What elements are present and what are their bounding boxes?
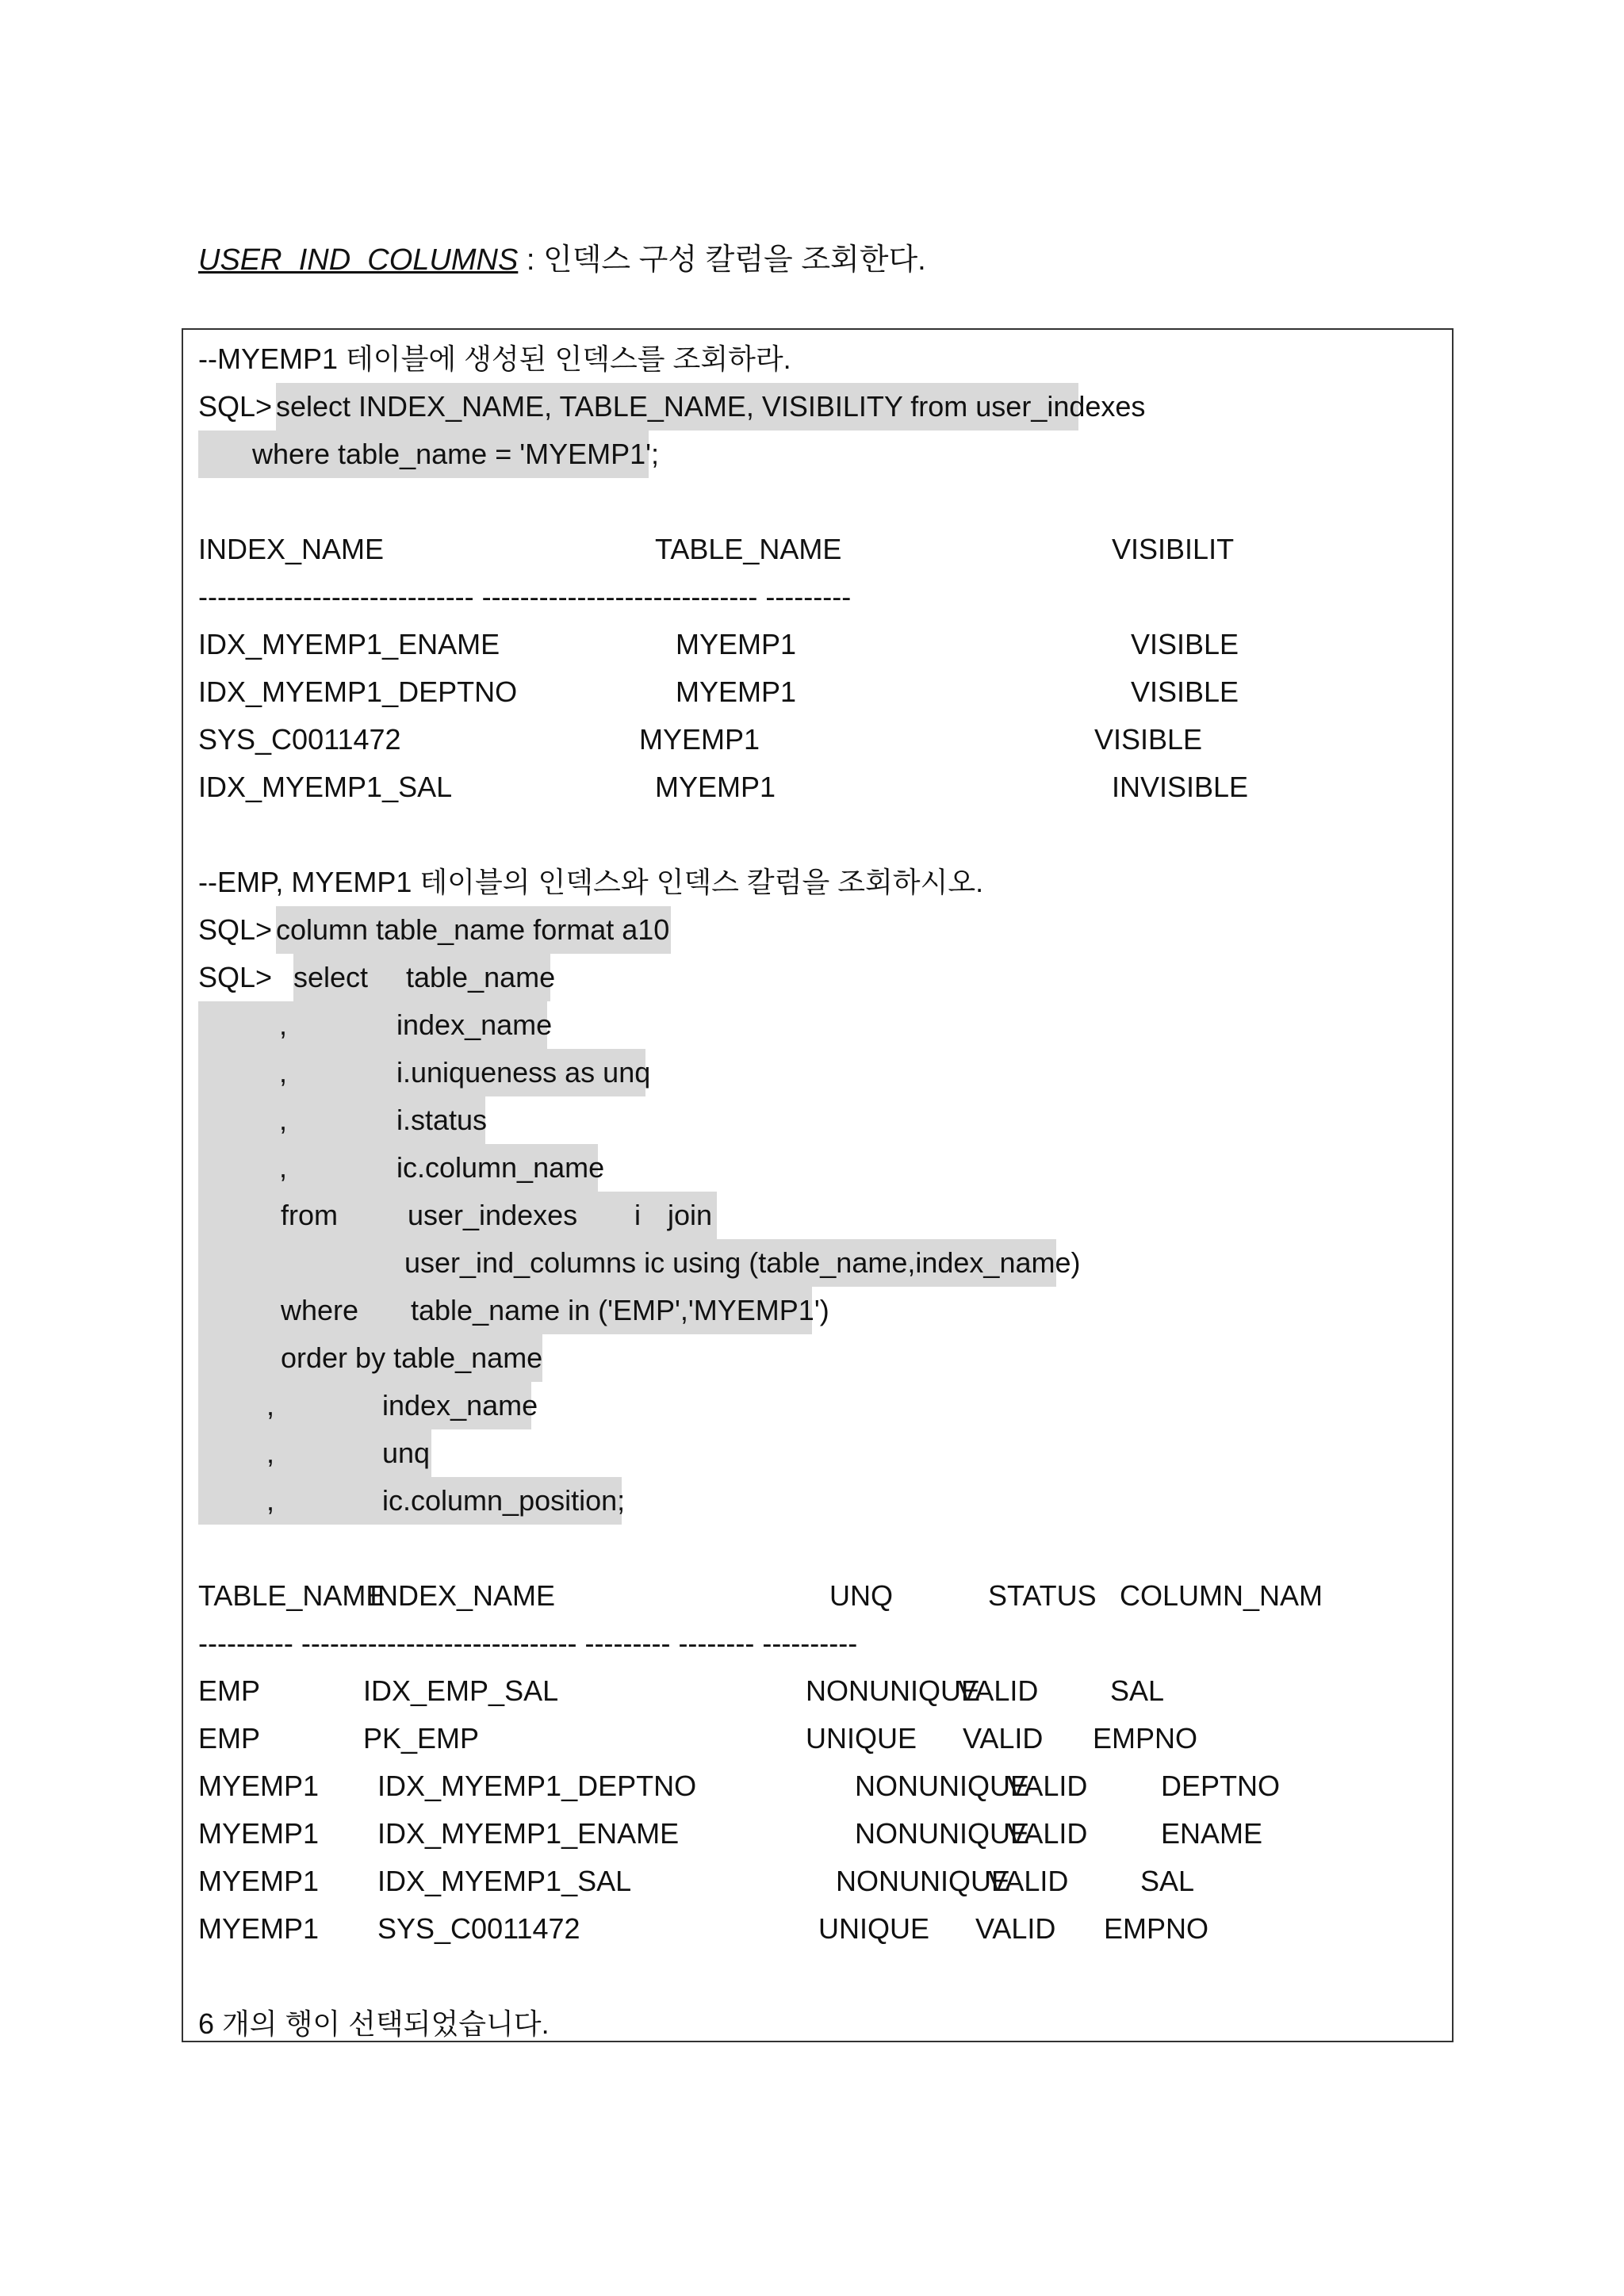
table-cell: MYEMP1 (655, 771, 776, 803)
table-cell: MYEMP1 (198, 1865, 320, 1897)
table-cell: VALID (988, 1865, 1069, 1897)
table-cell: IDX_MYEMP1_ENAME (377, 1817, 680, 1850)
rows-selected-message: 6 개의 행이 선택되었습니다. (198, 2007, 550, 2040)
table-cell: VISIBLE (1131, 675, 1239, 708)
table-cell: MYEMP1 (676, 628, 797, 660)
table-cell: DEPTNO (1161, 1770, 1281, 1802)
table-cell: NONUNIQUE (855, 1817, 1030, 1850)
table-cell: NONUNIQUE (806, 1674, 981, 1707)
table-cell: PK_EMP (363, 1722, 480, 1755)
comment-line: --MYEMP1 테이블에 생성된 인덱스를 조회하라. (198, 342, 791, 375)
section-heading (198, 236, 926, 284)
sql-prompt: SQL> (198, 961, 273, 993)
sql-text: select INDEX_NAME, TABLE_NAME, VISIBILITY from user_indexes (276, 390, 1146, 423)
table-cell: VALID (1007, 1817, 1088, 1850)
sql-comma: , (279, 1056, 288, 1089)
table-cell: VALID (963, 1722, 1044, 1755)
table-cell: VISIBLE (1094, 723, 1203, 756)
table-cell: MYEMP1 (639, 723, 760, 756)
table-cell: EMPNO (1093, 1722, 1198, 1755)
table-cell: MYEMP1 (198, 1770, 320, 1802)
table-cell: IDX_MYEMP1_DEPTNO (198, 675, 518, 708)
table-cell: EMP (198, 1674, 261, 1707)
table-cell: IDX_MYEMP1_SAL (198, 771, 453, 803)
sql-keyword: where (281, 1294, 359, 1326)
sql-text: i (634, 1199, 641, 1231)
table-cell: IDX_EMP_SAL (363, 1674, 559, 1707)
column-header: INDEX_NAME (198, 533, 385, 565)
column-header: VISIBILIT (1112, 533, 1235, 565)
table-cell: VALID (975, 1912, 1056, 1945)
table-cell: SAL (1110, 1674, 1165, 1707)
separator-line: ----------------------------- ----------------------------- --------- (198, 580, 852, 613)
sql-text: where table_name = 'MYEMP1'; (252, 438, 659, 470)
separator-line: ---------- ----------------------------- --------- -------- ---------- (198, 1627, 858, 1659)
column-header: STATUS (988, 1579, 1097, 1612)
sql-keyword: join (668, 1199, 713, 1231)
sql-text: ic.column_position; (382, 1484, 626, 1517)
column-header: INDEX_NAME (370, 1579, 556, 1612)
sql-prompt: SQL> (198, 913, 273, 946)
column-header: UNQ (829, 1579, 893, 1612)
table-cell: INVISIBLE (1112, 771, 1249, 803)
table-cell: SAL (1140, 1865, 1195, 1897)
table-cell: MYEMP1 (198, 1912, 320, 1945)
sql-text: index_name (396, 1008, 553, 1041)
table-cell: MYEMP1 (676, 675, 797, 708)
sql-keyword: from (281, 1199, 338, 1231)
table-cell: IDX_MYEMP1_DEPTNO (377, 1770, 697, 1802)
table-cell: SYS_C0011472 (198, 723, 401, 756)
heading-description: : 인덱스 구성 칼럼을 조회한다. (518, 243, 926, 277)
sql-prompt: SQL> (198, 390, 273, 423)
table-cell: EMPNO (1104, 1912, 1209, 1945)
column-header: TABLE_NAME (655, 533, 842, 565)
sql-comma: , (266, 1437, 275, 1469)
table-cell: NONUNIQUE (836, 1865, 1011, 1897)
view-name: USER_IND_COLUMNS (198, 243, 519, 277)
sql-text: ic.column_name (396, 1151, 605, 1184)
column-header: TABLE_NAME (198, 1579, 385, 1612)
sql-text: index_name (382, 1389, 538, 1422)
sql-comma: , (279, 1008, 288, 1041)
sql-comma: , (279, 1104, 288, 1136)
table-cell: VALID (1007, 1770, 1088, 1802)
sql-text: table_name (406, 961, 556, 993)
table-cell: MYEMP1 (198, 1817, 320, 1850)
sql-comma: , (266, 1484, 275, 1517)
table-cell: ENAME (1161, 1817, 1263, 1850)
sql-text: column table_name format a10 (276, 913, 670, 946)
sql-text: order by table_name (281, 1341, 543, 1374)
sql-comma: , (279, 1151, 288, 1184)
column-header: COLUMN_NAM (1120, 1579, 1323, 1612)
table-cell: IDX_MYEMP1_SAL (377, 1865, 632, 1897)
sql-text: unq (382, 1437, 431, 1469)
sql-text: user_ind_columns ic using (table_name,index_name) (404, 1246, 1081, 1279)
table-cell: UNIQUE (818, 1912, 930, 1945)
table-cell: NONUNIQUE (855, 1770, 1030, 1802)
table-cell: EMP (198, 1722, 261, 1755)
sql-text: i.status (396, 1104, 488, 1136)
table-cell: UNIQUE (806, 1722, 917, 1755)
table-cell: SYS_C0011472 (377, 1912, 580, 1945)
sql-text: table_name in ('EMP','MYEMP1') (411, 1294, 829, 1326)
table-cell: IDX_MYEMP1_ENAME (198, 628, 500, 660)
table-cell: VALID (958, 1674, 1039, 1707)
sql-text: i.uniqueness as unq (396, 1056, 651, 1089)
sql-comma: , (266, 1389, 275, 1422)
comment-line: --EMP, MYEMP1 테이블의 인덱스와 인덱스 칼럼을 조회하시오. (198, 866, 984, 898)
sql-keyword: select (293, 961, 369, 993)
sql-text: user_indexes (408, 1199, 578, 1231)
table-cell: VISIBLE (1131, 628, 1239, 660)
